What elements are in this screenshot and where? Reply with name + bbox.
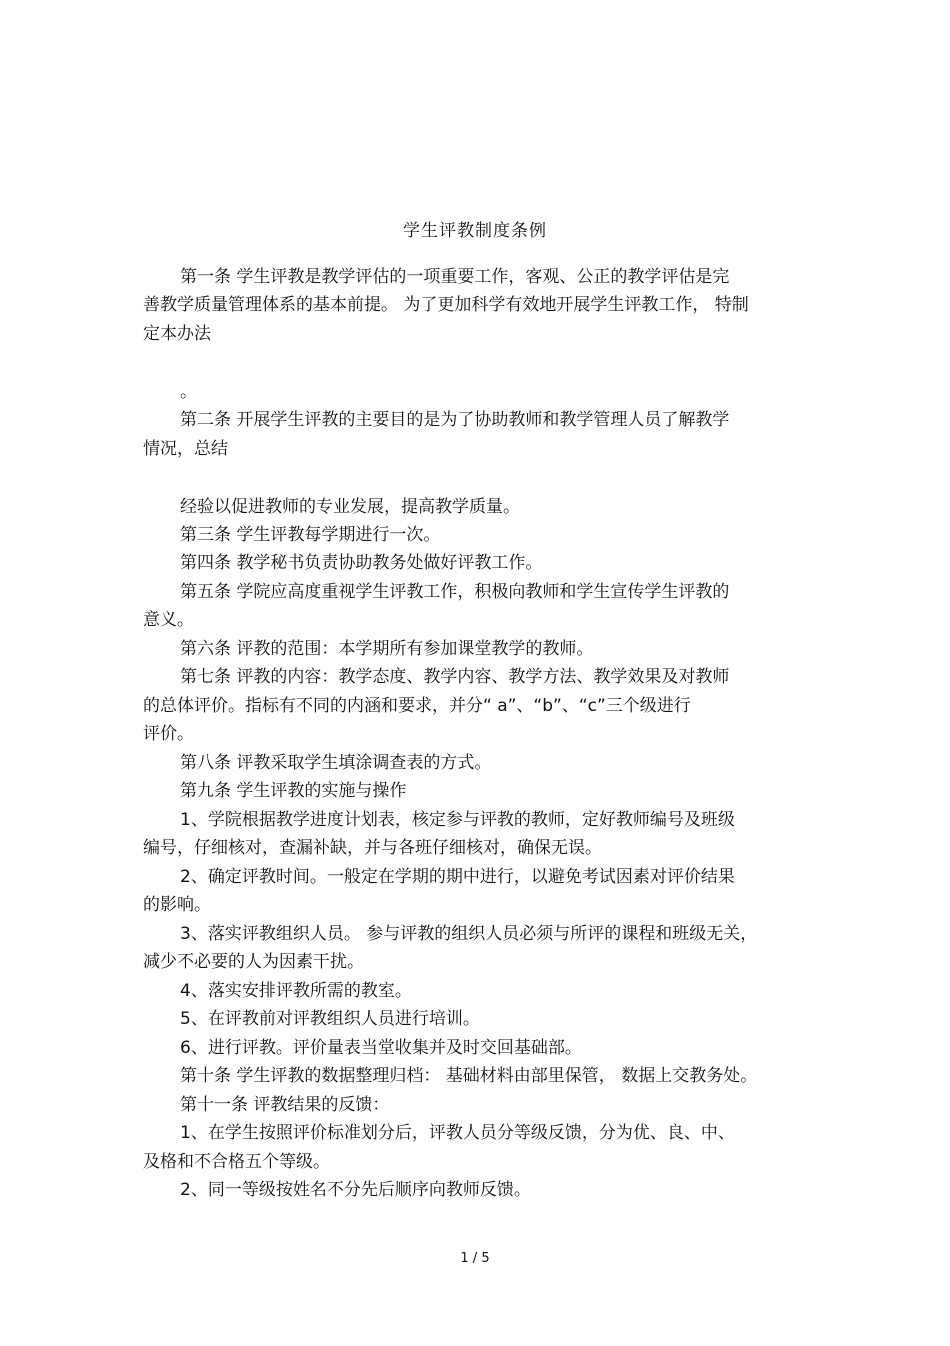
feedback-item-2-line-1: 2、同一等级按姓名不分先后顺序向教师反馈。 xyxy=(180,1180,531,1200)
item-1-line-1: 1、学院根据教学进度计划表，核定参与评教的教师，定好教师编号及班级 xyxy=(180,810,735,830)
page-number: 1 / 5 xyxy=(460,1251,490,1266)
article-2-line-1: 第二条 开展学生评教的主要目的是为了协助教师和教学管理人员了解教学 xyxy=(180,410,730,430)
item-5-line-1: 5、在评教前对评教组织人员进行培训。 xyxy=(180,1009,480,1029)
article-4-line-1: 第四条 教学秘书负责协助教务处做好评教工作。 xyxy=(180,553,543,573)
article-1-line-3: 定本办法 xyxy=(143,324,211,344)
article-1-line-1: 第一条 学生评教是教学评估的一项重要工作，客观、公正的教学评估是完 xyxy=(180,267,730,287)
article-9-line-1: 第九条 学生评教的实施与操作 xyxy=(180,781,407,801)
article-5-line-1: 第五条 学院应高度重视学生评教工作，积极向教师和学生宣传学生评教的 xyxy=(180,582,730,602)
article-7-line-1: 第七条 评教的内容：教学态度、教学内容、教学方法、教学效果及对教师 xyxy=(180,667,730,687)
item-2-line-2: 的影响。 xyxy=(143,895,211,915)
article-3-line-1: 第三条 学生评教每学期进行一次。 xyxy=(180,525,441,545)
document-title: 学生评教制度条例 xyxy=(403,221,547,241)
article-8-line-1: 第八条 评教采取学生填涂调查表的方式。 xyxy=(180,753,492,773)
article-6-line-1: 第六条 评教的范围：本学期所有参加课堂教学的教师。 xyxy=(180,639,594,659)
item-3-line-2: 减少不必要的人为因素干扰。 xyxy=(143,952,364,972)
item-2-line-1: 2、确定评教时间。一般定在学期的期中进行，以避免考试因素对评价结果 xyxy=(180,867,735,887)
article-11-line-1: 第十一条 评教结果的反馈： xyxy=(180,1095,390,1115)
item-1-line-2: 编号，仔细核对，查漏补缺，并与各班仔细核对，确保无误。 xyxy=(143,838,602,858)
article-2-line-2: 情况，总结 xyxy=(143,439,228,459)
article-7-line-2: 的总体评价。指标有不同的内涵和要求，并分“ a”、“b”、“c”三个级进行 xyxy=(143,696,691,716)
item-6-line-1: 6、进行评教。评价量表当堂收集并及时交回基础部。 xyxy=(180,1038,582,1058)
article-7-line-3: 评价。 xyxy=(143,724,194,744)
article-1-line-2: 善教学质量管理体系的基本前提。 为了更加科学有效地开展学生评教工作， 特制 xyxy=(143,295,749,315)
item-3-line-1: 3、落实评教组织人员。 参与评教的组织人员必须与所评的课程和班级无关， xyxy=(180,924,758,944)
feedback-item-1-line-2: 及格和不合格五个等级。 xyxy=(143,1152,330,1172)
item-4-line-1: 4、落实安排评教所需的教室。 xyxy=(180,981,412,1001)
article-2-line-3: 经验以促进教师的专业发展，提高教学质量。 xyxy=(180,497,520,517)
article-5-line-2: 意义。 xyxy=(143,610,194,630)
article-10-line-1: 第十条 学生评教的数据整理归档： 基础材料由部里保管， 数据上交教务处。 xyxy=(180,1066,758,1086)
article-1-line-4: 。 xyxy=(180,382,197,402)
feedback-item-1-line-1: 1、在学生按照评价标准划分后，评教人员分等级反馈，分为优、良、中、 xyxy=(180,1123,735,1143)
